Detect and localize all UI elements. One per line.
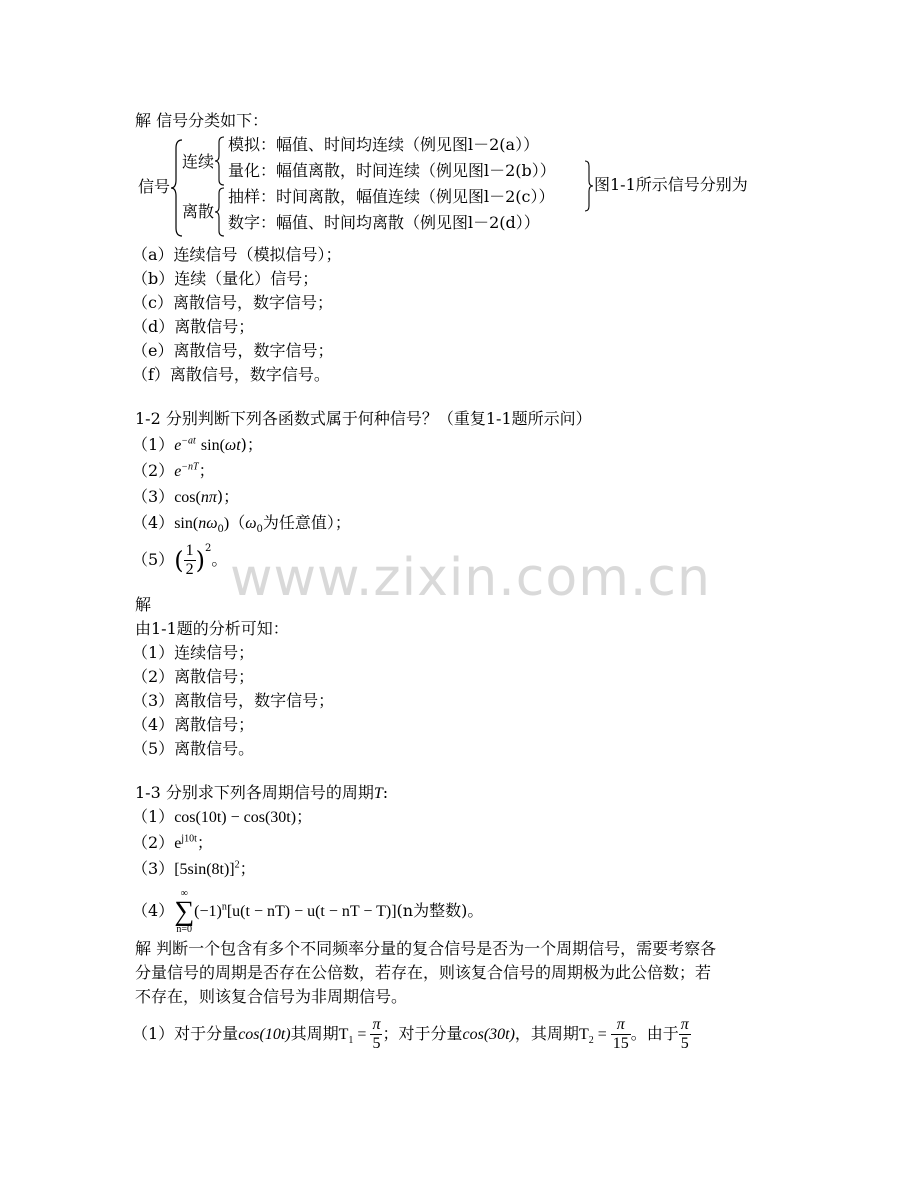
classify-tail: 图1-1所示信号分别为 [594, 175, 748, 194]
q3-title [135, 782, 388, 805]
q2-lparen: ( [174, 546, 184, 575]
right-brace [584, 160, 594, 212]
q3-step-diff: [u(t − nT) − u(t − nT − T)] [226, 903, 397, 920]
q3-exp-n: n [221, 901, 227, 913]
q2-omega-t: ωt [224, 437, 241, 454]
sol3-p1-c: ；对于分量 [382, 1024, 463, 1043]
continuous-brace [214, 136, 226, 186]
q2-item-3 [132, 486, 239, 509]
q2-title: 1-2 分别判断下列各函数式属于何种信号？（重复1-1题所示问） [135, 409, 592, 428]
q3-title-T: T [373, 785, 383, 802]
sol3-frac-3-num: π [680, 1016, 689, 1033]
sol3-p1-b: 其周期 [290, 1024, 339, 1043]
q2-label-2: （2） [132, 461, 175, 480]
sol3-line-2: 分量信号的周期是否存在公倍数，若存在，则该复合信号的周期极为此公倍数；若 [135, 963, 712, 982]
q2-sin: sin( [200, 437, 225, 454]
answer-b: （b）连续（量化）信号； [132, 269, 319, 288]
sol3-p1-a: （1）对于分量 [132, 1024, 239, 1043]
classify-item-sampled: 抽样：时间离散，幅值连续（例见图l－2(c）） [228, 187, 555, 206]
sol3-p1-e: 。由于 [630, 1024, 679, 1043]
sol3-cos30: cos(30t) [462, 1026, 515, 1043]
q3-expr-1: cos(10t) − cos(30t)； [174, 809, 313, 826]
sol3-T1: T [338, 1026, 349, 1043]
sol3-frac-1 [370, 1016, 382, 1053]
q2-fraction [184, 542, 196, 579]
classify-discrete: 离散 [182, 202, 215, 221]
sol2-item-1: （1）连续信号； [132, 643, 255, 662]
q2-e-2: e [174, 463, 182, 480]
classify-continuous: 连续 [182, 152, 215, 171]
q3-title-colon: : [382, 783, 389, 802]
q2-period: 。 [211, 550, 228, 569]
sol2-item-5: （5）离散信号。 [132, 739, 255, 758]
q2-item-5 [132, 540, 227, 581]
q2-item-2 [132, 460, 215, 483]
q2-item-1 [132, 434, 263, 457]
sol3-sub2: 2 [588, 1035, 594, 1047]
q3-item-4 [132, 888, 483, 935]
q2-sub-0: 0 [217, 524, 224, 536]
q2-power: 2 [204, 543, 212, 554]
sol3-frac-3-den: 5 [680, 1035, 689, 1052]
q3-label-1: （1） [132, 807, 175, 826]
q2-frac-den: 2 [185, 561, 194, 578]
sol3-frac-1-den: 5 [372, 1035, 381, 1052]
q2-sub-0b: 0 [256, 524, 263, 536]
q2-exp-2: −nT [181, 461, 199, 473]
watermark: www.zixin.com.cn [230, 548, 711, 608]
sum-sigma: ∑ [174, 895, 195, 927]
answer-a: （a）连续信号（模拟信号）； [132, 245, 342, 264]
q2-npi: nπ [200, 489, 217, 506]
q3-semi-3: ； [239, 859, 256, 878]
q3-item-1 [132, 806, 312, 829]
sum-top: ∞ [180, 887, 188, 899]
answer-e: （e）离散信号，数字信号； [132, 341, 334, 360]
sol3-eq-2: = [593, 1026, 611, 1043]
q2-frac-num: 1 [185, 542, 194, 559]
answer-c: （c）离散信号，数字信号； [132, 293, 333, 312]
sol3-frac-1-num: π [372, 1016, 381, 1033]
sol3-sub1: 1 [348, 1035, 354, 1047]
summation [174, 889, 194, 935]
sol2-head: 解 [135, 595, 152, 614]
sol3-T2: T [578, 1026, 589, 1043]
sol3-line-3: 不存在，则该复合信号为非周期信号。 [135, 987, 408, 1006]
classify-item-quantized: 量化：幅值离散，时间连续（例见图l－2(b）） [228, 161, 556, 180]
sol3-frac-3 [679, 1016, 691, 1053]
classify-root: 信号 [138, 177, 171, 196]
q2-cos: cos( [174, 489, 201, 506]
q2-exp-1: −at [181, 435, 196, 447]
sol3-frac-2-den: 15 [612, 1035, 629, 1052]
sol2-intro: 由1-1题的分析可知： [135, 619, 289, 638]
answer-d: （d）离散信号； [132, 317, 255, 336]
discrete-brace [214, 187, 226, 237]
q3-item-3 [132, 858, 256, 881]
q2-label-1: （1） [132, 435, 175, 454]
q2-rparen: ) [195, 546, 205, 575]
sol2-item-4: （4）离散信号； [132, 715, 255, 734]
answer-f: （f）离散信号，数字信号。 [132, 365, 330, 384]
sol3-frac-2-num: π [611, 1016, 631, 1035]
q2-open-paren: （ [229, 513, 246, 532]
q3-exp-3: 2 [234, 859, 240, 871]
q3-semi-2: ； [196, 833, 213, 852]
q3-neg-one: (−1) [194, 903, 222, 920]
q2-label-5: （5） [132, 550, 175, 569]
q3-e-exp: j10t [181, 833, 197, 845]
q2-semi-2: ； [198, 461, 215, 480]
q2-n: n [198, 515, 207, 532]
solution-intro: 解 信号分类如下： [135, 111, 269, 130]
sol3-eq-1: = [353, 1026, 371, 1043]
sol3-line-1: 解 判断一个包含有多个不同频率分量的复合信号是否为一个周期信号，需要考察各 [135, 939, 717, 958]
q3-note: (n为整数)。 [396, 901, 484, 920]
q2-item-4 [132, 512, 351, 535]
q3-title-text: 1-3 分别求下列各周期信号的周期 [135, 783, 374, 802]
q2-close-1: )； [240, 435, 263, 454]
classify-item-analog: 模拟：幅值、时间均连续（例见图l－2(a）） [228, 135, 540, 154]
sol3-part-1 [132, 1014, 691, 1055]
q3-e: e [174, 835, 182, 852]
sol2-item-3: （3）离散信号，数字信号； [132, 691, 335, 710]
q3-label-4: （4） [132, 901, 175, 920]
q3-expr-3: [5sin(8t)] [174, 861, 235, 878]
q2-omega-2: ω [245, 515, 257, 532]
sol3-p1-d: ，其周期 [514, 1024, 579, 1043]
q2-sin-4: sin( [174, 515, 199, 532]
q3-label-2: （2） [132, 833, 175, 852]
sol3-frac-2 [611, 1016, 631, 1053]
q3-item-2 [132, 832, 213, 855]
q2-e-1: e [174, 437, 182, 454]
q2-label-4: （4） [132, 513, 175, 532]
q2-w0-note: 为任意值）； [262, 513, 351, 532]
q2-close-4: ) [223, 515, 230, 532]
sol3-cos10: cos(10t) [238, 1026, 291, 1043]
sum-bottom: n=0 [176, 923, 192, 935]
q2-close-3: )； [216, 487, 240, 506]
q3-label-3: （3） [132, 859, 175, 878]
q2-omega: ω [206, 515, 218, 532]
classify-item-digital: 数字：幅值、时间均离散（例见图l－2(d）） [228, 213, 540, 232]
sol2-item-2: （2）离散信号； [132, 667, 255, 686]
q2-label-3: （3） [132, 487, 175, 506]
